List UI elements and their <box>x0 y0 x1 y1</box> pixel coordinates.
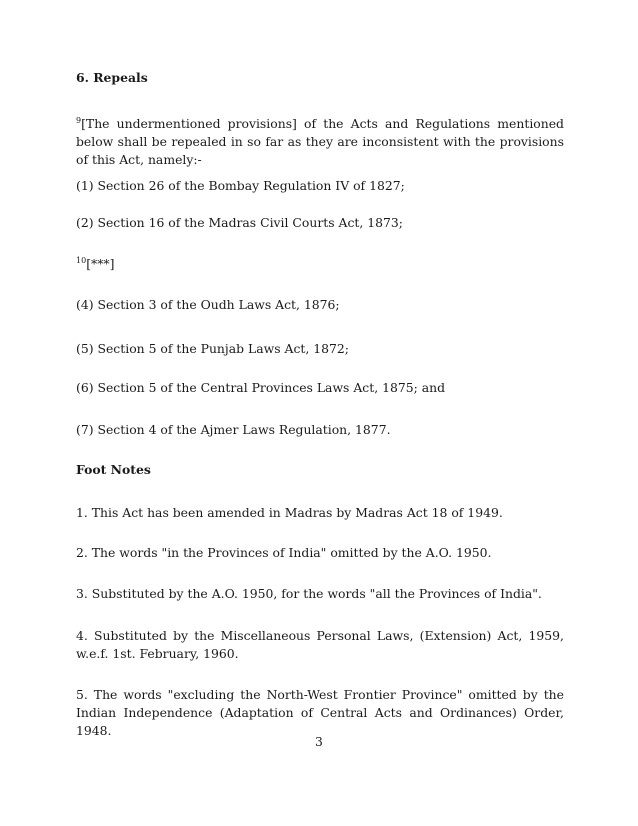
footnote-item-3: 3. Substituted by the A.O. 1950, for the words "all the Provinces of India". <box>76 586 542 601</box>
footnote-item-2: 2. The words "in the Provinces of India" omitted by the A.O. 1950. <box>76 545 492 560</box>
repeal-item-1: (1) Section 26 of the Bombay Regulation IV of 1827; <box>76 178 405 193</box>
section-heading-repeals: 6. Repeals <box>76 70 148 85</box>
repeal-item-omitted <box>76 255 564 273</box>
repeals-intro-paragraph <box>76 115 564 169</box>
repeal-item-5: (5) Section 5 of the Punjab Laws Act, 1872; <box>76 341 349 356</box>
footnote-item-5: 5. The words "excluding the North-West Frontier Province" omitted by the Indian Independence (Adaptation of Central Acts and Ordinances) Order, 1948. <box>76 687 564 738</box>
footnote-ref-10: 10 <box>76 255 87 265</box>
page-number: 3 <box>315 734 323 749</box>
repeal-item-7: (7) Section 4 of the Ajmer Laws Regulation, 1877. <box>76 422 391 437</box>
repeal-item-2: (2) Section 16 of the Madras Civil Courts Act, 1873; <box>76 215 403 230</box>
section-heading-footnotes: Foot Notes <box>76 462 151 477</box>
footnote-item-4: 4. Substituted by the Miscellaneous Personal Laws, (Extension) Act, 1959, w.e.f. 1st. February, 1960. <box>76 628 564 661</box>
footnote-item-1: 1. This Act has been amended in Madras by Madras Act 18 of 1949. <box>76 505 503 520</box>
repeals-intro-text: [The undermentioned provisions] of the Acts and Regulations mentioned below shall be repealed in so far as they are inconsistent with the provisions of this Act, namely:- <box>76 116 564 167</box>
footnote-ref-9: 9 <box>76 115 82 125</box>
omitted-marker: [***] <box>86 256 115 271</box>
repeal-item-6: (6) Section 5 of the Central Provinces Laws Act, 1875; and <box>76 380 446 395</box>
repeal-item-4: (4) Section 3 of the Oudh Laws Act, 1876; <box>76 297 340 312</box>
